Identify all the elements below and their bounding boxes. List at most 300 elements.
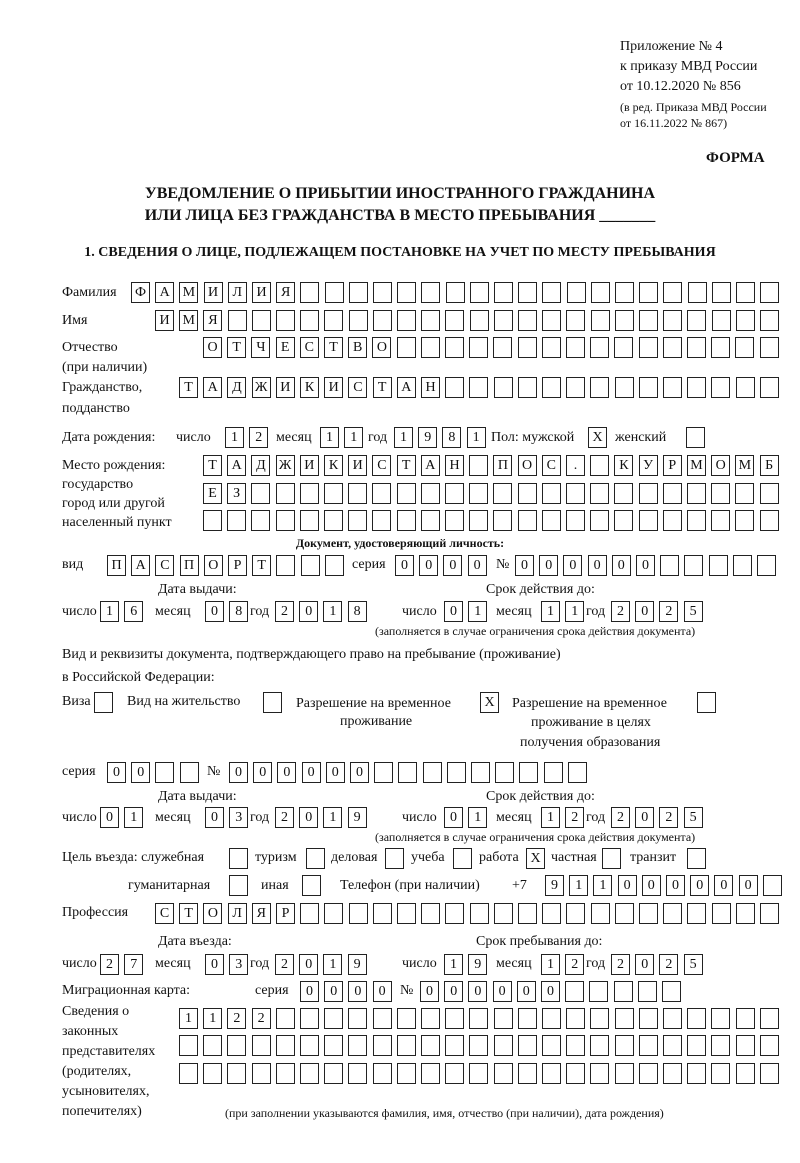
surname-cell[interactable] [349,282,368,303]
birth-place3-cell[interactable] [397,510,416,531]
reps3-cell[interactable] [397,1063,416,1084]
reps3-cell[interactable] [518,1063,537,1084]
birth-place3-cell[interactable] [348,510,367,531]
citizenship-cell[interactable] [711,377,730,398]
reps3-cell[interactable] [736,1063,755,1084]
patronymic-cell[interactable] [687,337,706,358]
mc-number-cell[interactable] [662,981,681,1002]
id-kind-cell[interactable]: А [131,555,150,576]
id-number-cell[interactable]: 0 [539,555,558,576]
visa-checkbox[interactable] [94,692,113,713]
reps1-cell[interactable]: 2 [252,1008,271,1029]
p-service-checkbox[interactable] [229,848,248,869]
reps3-cell[interactable] [179,1063,198,1084]
birth-place2-cell[interactable] [590,483,609,504]
phone-cell[interactable]: 0 [690,875,709,896]
reps1-cell[interactable]: 1 [179,1008,198,1029]
mc-series-cell[interactable]: 0 [324,981,343,1002]
reps2-cell[interactable] [711,1035,730,1056]
birth-place1-cell[interactable]: С [542,455,561,476]
patronymic-cell[interactable] [711,337,730,358]
reps1-cell[interactable]: 2 [227,1008,246,1029]
birth-place1-cell[interactable]: . [566,455,585,476]
birth-place1-cell[interactable]: У [639,455,658,476]
reps2-cell[interactable] [663,1035,682,1056]
mc-number-cell[interactable]: 0 [493,981,512,1002]
birth-place3-cell[interactable] [300,510,319,531]
patronymic-cell[interactable] [469,337,488,358]
birth-place1-cell[interactable]: А [421,455,440,476]
until-day-cell[interactable]: 1 [444,954,463,975]
phone-cell[interactable]: 1 [569,875,588,896]
stay-number-cell[interactable] [423,762,442,783]
birth-place1-cell[interactable]: И [300,455,319,476]
reps3-cell[interactable] [348,1063,367,1084]
id-issue-month-cell[interactable]: 8 [229,601,248,622]
reps3-cell[interactable] [760,1063,779,1084]
id-kind-cell[interactable]: Т [252,555,271,576]
reps3-cell[interactable] [203,1063,222,1084]
citizenship-cell[interactable] [494,377,513,398]
name-cell[interactable] [228,310,247,331]
p-other-checkbox[interactable] [302,875,321,896]
birth-place1-cell[interactable] [469,455,488,476]
until-day-cell[interactable]: 9 [468,954,487,975]
birth-place3-cell[interactable] [735,510,754,531]
stay-valid-day-cell[interactable]: 0 [444,807,463,828]
patronymic-cell[interactable] [542,337,561,358]
reps2-cell[interactable] [518,1035,537,1056]
birth-place3-cell[interactable] [687,510,706,531]
entry-month-cell[interactable]: 3 [229,954,248,975]
reps2-cell[interactable] [445,1035,464,1056]
id-issue-year-cell[interactable]: 0 [299,601,318,622]
reps1-cell[interactable] [373,1008,392,1029]
reps1-cell[interactable] [397,1008,416,1029]
profession-cell[interactable] [687,903,706,924]
profession-cell[interactable]: Я [252,903,271,924]
id-series-cell[interactable]: 0 [443,555,462,576]
stay-issue-year-cell[interactable]: 1 [323,807,342,828]
birth-place3-cell[interactable] [227,510,246,531]
id-number-cell[interactable] [733,555,752,576]
mc-number-cell[interactable]: 0 [541,981,560,1002]
stay-number-cell[interactable] [519,762,538,783]
surname-cell[interactable] [760,282,779,303]
entry-year-cell[interactable]: 0 [299,954,318,975]
id-valid-year-cell[interactable]: 2 [611,601,630,622]
surname-cell[interactable]: М [179,282,198,303]
trp-checkbox[interactable]: X [480,692,499,713]
stay-valid-day-cell[interactable]: 1 [468,807,487,828]
birth-place2-cell[interactable] [493,483,512,504]
patronymic-cell[interactable] [760,337,779,358]
id-valid-month-cell[interactable]: 1 [541,601,560,622]
phone-cell[interactable]: 0 [618,875,637,896]
until-year-cell[interactable]: 0 [635,954,654,975]
name-cell[interactable]: И [155,310,174,331]
surname-cell[interactable] [421,282,440,303]
phone-cell[interactable] [763,875,782,896]
reps2-cell[interactable] [542,1035,561,1056]
name-cell[interactable] [470,310,489,331]
phone-cell[interactable]: 0 [714,875,733,896]
reps3-cell[interactable] [324,1063,343,1084]
birth-place2-cell[interactable]: З [227,483,246,504]
name-cell[interactable] [712,310,731,331]
reps2-cell[interactable] [203,1035,222,1056]
name-cell[interactable] [324,310,343,331]
reps2-cell[interactable] [276,1035,295,1056]
reps1-cell[interactable] [760,1008,779,1029]
phone-cell[interactable]: 1 [593,875,612,896]
citizenship-cell[interactable]: Н [421,377,440,398]
phone-cell[interactable]: 0 [642,875,661,896]
mc-series-cell[interactable]: 0 [348,981,367,1002]
reps1-cell[interactable] [324,1008,343,1029]
reps1-cell[interactable] [494,1008,513,1029]
mc-number-cell[interactable]: 0 [517,981,536,1002]
reps3-cell[interactable] [639,1063,658,1084]
entry-year-cell[interactable]: 1 [323,954,342,975]
reps1-cell[interactable] [639,1008,658,1029]
id-number-cell[interactable]: 0 [612,555,631,576]
stay-valid-year-cell[interactable]: 5 [684,807,703,828]
name-cell[interactable] [421,310,440,331]
profession-cell[interactable] [566,903,585,924]
name-cell[interactable] [445,310,464,331]
entry-day-cell[interactable]: 2 [100,954,119,975]
patronymic-cell[interactable]: О [203,337,222,358]
citizenship-cell[interactable] [566,377,585,398]
birth-place2-cell[interactable] [300,483,319,504]
birth-place2-cell[interactable] [421,483,440,504]
id-kind-cell[interactable] [276,555,295,576]
birth-place2-cell[interactable] [542,483,561,504]
birth-place1-cell[interactable]: О [711,455,730,476]
birth-year-cell[interactable]: 9 [418,427,437,448]
birth-place3-cell[interactable] [711,510,730,531]
citizenship-cell[interactable] [639,377,658,398]
reps3-cell[interactable] [227,1063,246,1084]
birth-place3-cell[interactable] [614,510,633,531]
profession-cell[interactable] [736,903,755,924]
id-issue-day-cell[interactable]: 6 [124,601,143,622]
surname-cell[interactable] [446,282,465,303]
reps2-cell[interactable] [421,1035,440,1056]
profession-cell[interactable] [712,903,731,924]
surname-cell[interactable] [663,282,682,303]
reps3-cell[interactable] [663,1063,682,1084]
name-cell[interactable] [542,310,561,331]
profession-cell[interactable]: О [203,903,222,924]
id-series-cell[interactable]: 0 [468,555,487,576]
profession-cell[interactable] [542,903,561,924]
profession-cell[interactable]: Р [276,903,295,924]
mc-number-cell[interactable]: 0 [444,981,463,1002]
birth-place2-cell[interactable] [687,483,706,504]
reps3-cell[interactable] [276,1063,295,1084]
patronymic-cell[interactable] [639,337,658,358]
reps2-cell[interactable] [227,1035,246,1056]
name-cell[interactable] [687,310,706,331]
birth-place2-cell[interactable] [518,483,537,504]
stay-series-cell[interactable] [155,762,174,783]
stay-series-cell[interactable]: 0 [131,762,150,783]
id-kind-cell[interactable] [325,555,344,576]
surname-cell[interactable] [567,282,586,303]
reps2-cell[interactable] [397,1035,416,1056]
stay-issue-day-cell[interactable]: 1 [124,807,143,828]
birth-place1-cell[interactable]: П [493,455,512,476]
stay-number-cell[interactable] [471,762,490,783]
id-kind-cell[interactable]: О [204,555,223,576]
stay-valid-year-cell[interactable]: 2 [659,807,678,828]
patronymic-cell[interactable] [445,337,464,358]
surname-cell[interactable]: А [155,282,174,303]
birth-place2-cell[interactable] [614,483,633,504]
reps3-cell[interactable] [469,1063,488,1084]
citizenship-cell[interactable] [590,377,609,398]
birth-place2-cell[interactable] [251,483,270,504]
stay-issue-year-cell[interactable]: 2 [275,807,294,828]
reps3-cell[interactable] [494,1063,513,1084]
profession-cell[interactable]: Т [179,903,198,924]
reps1-cell[interactable] [711,1008,730,1029]
birth-place2-cell[interactable] [566,483,585,504]
name-cell[interactable] [760,310,779,331]
stay-number-cell[interactable]: 0 [253,762,272,783]
reps2-cell[interactable] [566,1035,585,1056]
name-cell[interactable] [373,310,392,331]
birth-place2-cell[interactable]: Е [203,483,222,504]
trpe-checkbox[interactable] [697,692,716,713]
name-cell[interactable] [639,310,658,331]
birth-place3-cell[interactable] [518,510,537,531]
reps3-cell[interactable] [542,1063,561,1084]
phone-cell[interactable]: 0 [666,875,685,896]
reps3-cell[interactable] [421,1063,440,1084]
mc-number-cell[interactable] [565,981,584,1002]
birth-place1-cell[interactable]: Ж [276,455,295,476]
surname-cell[interactable] [712,282,731,303]
birth-place2-cell[interactable] [276,483,295,504]
citizenship-cell[interactable] [663,377,682,398]
patronymic-cell[interactable] [518,337,537,358]
name-cell[interactable] [349,310,368,331]
profession-cell[interactable] [760,903,779,924]
stay-number-cell[interactable]: 0 [229,762,248,783]
stay-number-cell[interactable]: 0 [302,762,321,783]
birth-month-cell[interactable]: 1 [320,427,339,448]
citizenship-cell[interactable]: Т [373,377,392,398]
birth-place1-cell[interactable]: Т [203,455,222,476]
id-number-cell[interactable]: 0 [588,555,607,576]
citizenship-cell[interactable] [687,377,706,398]
birth-place2-cell[interactable] [348,483,367,504]
birth-place3-cell[interactable] [421,510,440,531]
birth-year-cell[interactable]: 1 [394,427,413,448]
birth-place2-cell[interactable] [445,483,464,504]
birth-place2-cell[interactable] [663,483,682,504]
id-issue-month-cell[interactable]: 0 [205,601,224,622]
birth-place2-cell[interactable] [469,483,488,504]
id-kind-cell[interactable]: П [107,555,126,576]
birth-place3-cell[interactable] [542,510,561,531]
profession-cell[interactable] [349,903,368,924]
reps3-cell[interactable] [300,1063,319,1084]
mc-number-cell[interactable]: 0 [468,981,487,1002]
citizenship-cell[interactable]: А [397,377,416,398]
birth-place1-cell[interactable]: Т [397,455,416,476]
stay-number-cell[interactable] [544,762,563,783]
p-study-checkbox[interactable] [453,848,472,869]
p-private-checkbox[interactable] [602,848,621,869]
profession-cell[interactable]: С [155,903,174,924]
id-valid-year-cell[interactable]: 2 [659,601,678,622]
birth-place2-cell[interactable] [735,483,754,504]
birth-month-cell[interactable]: 1 [344,427,363,448]
reps2-cell[interactable] [687,1035,706,1056]
surname-cell[interactable] [615,282,634,303]
patronymic-cell[interactable]: Т [324,337,343,358]
profession-cell[interactable] [470,903,489,924]
birth-place3-cell[interactable] [203,510,222,531]
citizenship-cell[interactable]: Ж [252,377,271,398]
surname-cell[interactable] [397,282,416,303]
profession-cell[interactable] [591,903,610,924]
stay-number-cell[interactable] [447,762,466,783]
id-number-cell[interactable] [684,555,703,576]
stay-number-cell[interactable] [374,762,393,783]
surname-cell[interactable]: И [252,282,271,303]
birth-place2-cell[interactable] [324,483,343,504]
reps2-cell[interactable] [252,1035,271,1056]
patronymic-cell[interactable]: О [372,337,391,358]
citizenship-cell[interactable]: Т [179,377,198,398]
reps2-cell[interactable] [373,1035,392,1056]
citizenship-cell[interactable]: Д [227,377,246,398]
until-year-cell[interactable]: 2 [611,954,630,975]
id-issue-year-cell[interactable]: 1 [323,601,342,622]
reps3-cell[interactable] [373,1063,392,1084]
surname-cell[interactable]: Я [276,282,295,303]
stay-valid-month-cell[interactable]: 1 [541,807,560,828]
mc-number-cell[interactable]: 0 [420,981,439,1002]
name-cell[interactable] [276,310,295,331]
id-number-cell[interactable]: 0 [563,555,582,576]
surname-cell[interactable] [639,282,658,303]
surname-cell[interactable] [518,282,537,303]
patronymic-cell[interactable] [663,337,682,358]
reps1-cell[interactable] [615,1008,634,1029]
reps1-cell[interactable] [348,1008,367,1029]
profession-cell[interactable] [421,903,440,924]
reps3-cell[interactable] [252,1063,271,1084]
stay-number-cell[interactable] [568,762,587,783]
name-cell[interactable] [663,310,682,331]
sex-female-checkbox[interactable] [686,427,705,448]
id-number-cell[interactable]: 0 [636,555,655,576]
stay-valid-year-cell[interactable]: 2 [611,807,630,828]
name-cell[interactable] [518,310,537,331]
birth-place1-cell[interactable]: И [348,455,367,476]
birth-place1-cell[interactable]: Б [760,455,779,476]
mc-number-cell[interactable] [638,981,657,1002]
patronymic-cell[interactable] [493,337,512,358]
stay-number-cell[interactable] [495,762,514,783]
citizenship-cell[interactable] [518,377,537,398]
reps3-cell[interactable] [590,1063,609,1084]
reps2-cell[interactable] [300,1035,319,1056]
birth-year-cell[interactable]: 8 [442,427,461,448]
name-cell[interactable] [494,310,513,331]
citizenship-cell[interactable] [615,377,634,398]
p-work-checkbox[interactable]: X [526,848,545,869]
patronymic-cell[interactable] [566,337,585,358]
profession-cell[interactable] [494,903,513,924]
patronymic-cell[interactable]: Т [227,337,246,358]
birth-place1-cell[interactable] [590,455,609,476]
profession-cell[interactable] [324,903,343,924]
surname-cell[interactable] [736,282,755,303]
profession-cell[interactable] [373,903,392,924]
reps1-cell[interactable] [590,1008,609,1029]
stay-issue-year-cell[interactable]: 0 [299,807,318,828]
surname-cell[interactable] [494,282,513,303]
stay-number-cell[interactable] [398,762,417,783]
reps2-cell[interactable] [639,1035,658,1056]
reps1-cell[interactable] [469,1008,488,1029]
phone-cell[interactable]: 0 [739,875,758,896]
name-cell[interactable]: Я [203,310,222,331]
birth-place3-cell[interactable] [445,510,464,531]
id-kind-cell[interactable]: С [155,555,174,576]
reps2-cell[interactable] [324,1035,343,1056]
p-business-checkbox[interactable] [385,848,404,869]
birth-place3-cell[interactable] [566,510,585,531]
reps2-cell[interactable] [348,1035,367,1056]
reps1-cell[interactable]: 1 [203,1008,222,1029]
reps1-cell[interactable] [518,1008,537,1029]
patronymic-cell[interactable] [614,337,633,358]
reps1-cell[interactable] [542,1008,561,1029]
citizenship-cell[interactable]: И [324,377,343,398]
id-kind-cell[interactable]: П [180,555,199,576]
profession-cell[interactable]: Л [228,903,247,924]
patronymic-cell[interactable] [590,337,609,358]
name-cell[interactable] [397,310,416,331]
id-valid-year-cell[interactable]: 0 [635,601,654,622]
name-cell[interactable] [615,310,634,331]
until-month-cell[interactable]: 2 [565,954,584,975]
name-cell[interactable]: М [179,310,198,331]
birth-place3-cell[interactable] [590,510,609,531]
stay-issue-year-cell[interactable]: 9 [348,807,367,828]
surname-cell[interactable] [591,282,610,303]
birth-place1-cell[interactable]: Н [445,455,464,476]
entry-year-cell[interactable]: 2 [275,954,294,975]
name-cell[interactable] [566,310,585,331]
patronymic-cell[interactable]: С [300,337,319,358]
stay-issue-day-cell[interactable]: 0 [100,807,119,828]
surname-cell[interactable]: Ф [131,282,150,303]
birth-place2-cell[interactable] [397,483,416,504]
id-issue-day-cell[interactable]: 1 [100,601,119,622]
stay-number-cell[interactable]: 0 [277,762,296,783]
patronymic-cell[interactable] [421,337,440,358]
birth-place1-cell[interactable]: К [324,455,343,476]
